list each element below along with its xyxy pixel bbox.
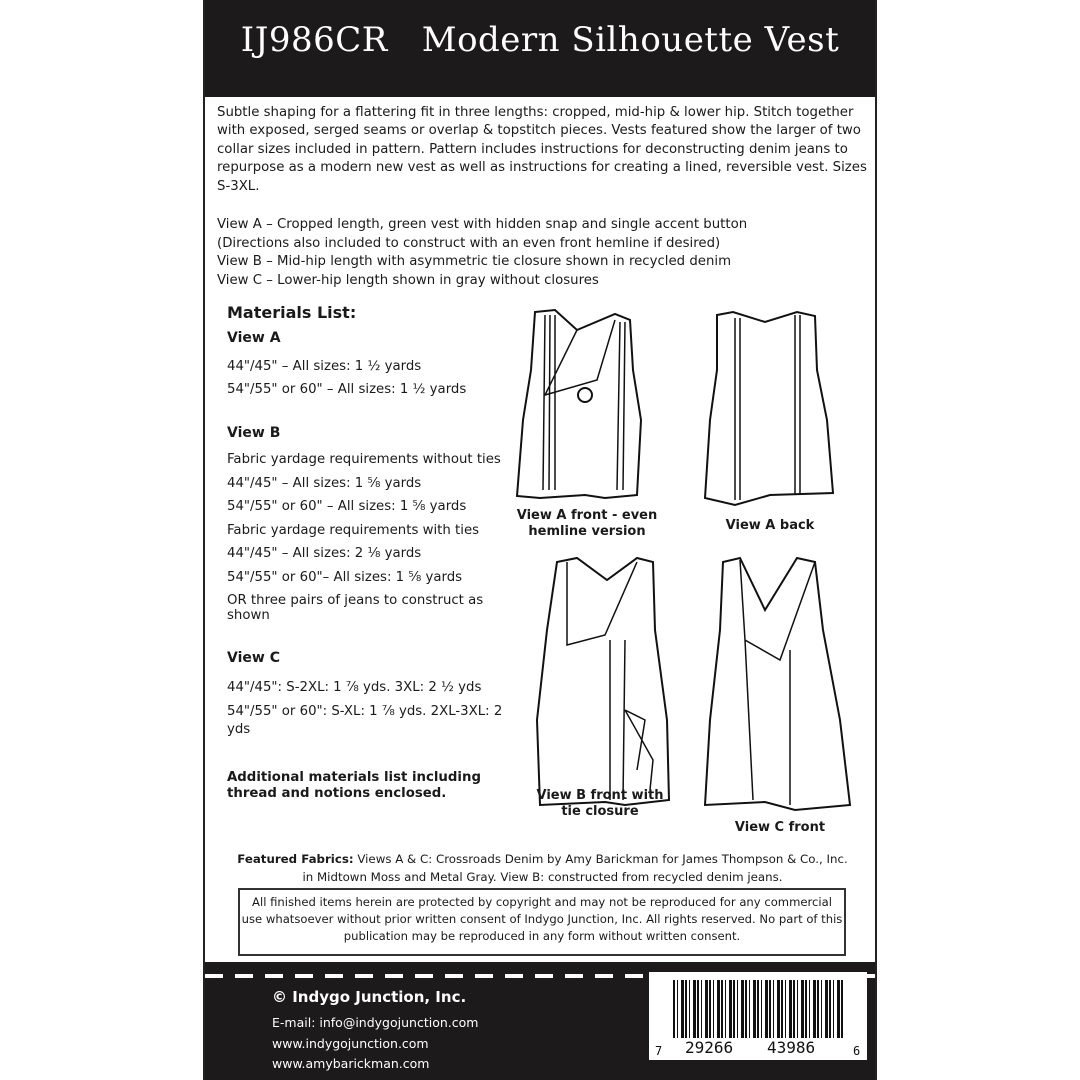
- barcode: [649, 972, 867, 1060]
- materials-title: Materials List:: [227, 303, 357, 322]
- website-link[interactable]: www.amybarickman.com: [272, 1056, 430, 1071]
- website-link[interactable]: www.indygojunction.com: [272, 1036, 429, 1051]
- view-b-front-illustration: [537, 558, 669, 805]
- material-line: 54"/55" or 60" – All sizes: 1 ½ yards: [227, 382, 467, 397]
- view-a-heading: View A: [227, 330, 281, 346]
- barcode-digits: 29266: [685, 1038, 734, 1057]
- caption-view-a-back: View A back: [725, 518, 815, 533]
- view-b-heading: View B: [227, 425, 281, 441]
- view-line: (Directions also included to construct with an even front hemline if desired): [217, 235, 721, 251]
- view-line: View A – Cropped length, green vest with hidden snap and single accent button: [217, 217, 748, 232]
- material-line: 54"/55" or 60"– All sizes: 1 ⅝ yards: [227, 569, 463, 585]
- barcode-digit: 6: [853, 1044, 861, 1058]
- featured-fabrics-label: Featured Fabrics:: [237, 852, 354, 866]
- featured-fabrics: [235, 850, 850, 886]
- email[interactable]: E-mail: info@indygojunction.com: [272, 1015, 479, 1030]
- material-line: 44"/45": S-2XL: 1 ⅞ yds. 3XL: 2 ½ yds: [227, 680, 482, 695]
- view-a-front-illustration: [517, 310, 641, 498]
- caption-view-a-front: View A front - even hemline version: [516, 508, 658, 539]
- additional-materials-note: Additional materials list including thread and notions enclosed.: [227, 770, 481, 801]
- company-name: © Indygo Junction, Inc.: [272, 988, 467, 1006]
- title-banner: [205, 0, 875, 97]
- material-line: 44"/45" – All sizes: 1 ⅝ yards: [227, 475, 422, 491]
- material-line: 44"/45" – All sizes: 1 ½ yards: [227, 359, 422, 374]
- barcode-bars: [673, 980, 843, 1038]
- pattern-back-cover: [203, 0, 877, 1080]
- pattern-title: IJ986CR Modern Silhouette Vest: [240, 20, 840, 60]
- vest-illustrations: [205, 300, 879, 820]
- view-a-back-illustration: [705, 312, 833, 505]
- barcode-digit: 7: [655, 1044, 663, 1058]
- material-line: 44"/45" – All sizes: 2 ⅛ yards: [227, 546, 422, 561]
- material-line: 54"/55" or 60": S-XL: 1 ⅞ yds. 2XL-3XL: 2 yds: [227, 704, 503, 737]
- footer-banner: [205, 962, 875, 1080]
- material-line: OR three pairs of jeans to construct as shown: [227, 593, 484, 623]
- view-line: View C – Lower-hip length shown in gray without closures: [217, 272, 599, 288]
- copyright-notice: All finished items herein are protected by copyright and may not be reproduced for any commercial use whatsoever without prior written consent of Indygo Junction, Inc. All rights reserved. No part of this publication may be reproduced in any form without written consent.: [238, 888, 846, 956]
- view-line: View B – Mid-hip length with asymmetric tie closure shown in recycled denim: [217, 254, 732, 270]
- material-line: Fabric yardage requirements without ties: [227, 452, 501, 467]
- featured-fabrics-text: Views A & C: Crossroads Denim by Amy Barickman for James Thompson & Co., Inc. in Midtown Moss and Metal Gray. View B: constructed from recycled denim jeans.: [302, 852, 848, 884]
- view-c-front-illustration: [705, 558, 850, 810]
- view-descriptions: [217, 216, 872, 290]
- description: Subtle shaping for a flattering fit in three lengths: cropped, mid-hip & lower hip. Stitch together with exposed, serged seams or overlap & topstitch pieces. Vests featured show the larger of two collar sizes included in pattern. Pattern includes instructions for deconstructing denim jeans to repurpose as a modern new vest as well as instructions for creating a lined, reversible vest. Sizes S-3XL.: [217, 105, 867, 194]
- material-line: Fabric yardage requirements with ties: [227, 522, 480, 538]
- barcode-digits: 43986: [767, 1038, 816, 1057]
- material-line: 54"/55" or 60" – All sizes: 1 ⅝ yards: [227, 499, 467, 514]
- caption-view-b-front: View B front with tie closure: [536, 788, 664, 819]
- view-c-heading: View C: [227, 650, 280, 666]
- caption-view-c-front: View C front: [734, 820, 826, 835]
